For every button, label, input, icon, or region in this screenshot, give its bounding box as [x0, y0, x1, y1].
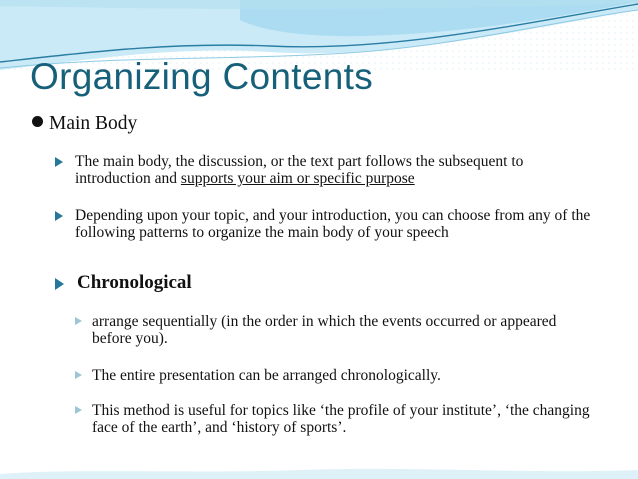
triangle-bullet-icon — [55, 157, 63, 167]
sub-bullet-text: The entire presentation can be arranged chronologically. — [92, 367, 441, 384]
main-body-bullet — [32, 113, 137, 135]
triangle-bullet-icon — [55, 278, 64, 290]
small-triangle-bullet-icon — [75, 406, 82, 414]
main-body-label: Main Body — [49, 113, 138, 134]
section-heading: Chronological — [77, 272, 192, 293]
small-triangle-bullet-icon — [75, 371, 82, 379]
page-title: Organizing Contents — [30, 56, 373, 97]
triangle-bullet-icon — [55, 211, 63, 221]
bullet-text — [75, 153, 600, 187]
sub-bullet-text: arrange sequentially (in the order in which the events occurred or appeared before you). — [92, 313, 557, 347]
sub-bullet-text: This method is useful for topics like ‘the profile of your institute’, ‘the changing face of the earth’, and ‘history of sports’. — [92, 402, 590, 436]
underlined-phrase: supports your aim or specific purpose — [180, 170, 415, 187]
bullet-text-part: The main body, the discussion, or the text part follows the subsequent to introduction and — [75, 153, 524, 187]
bullet-dot-icon — [32, 116, 43, 127]
small-triangle-bullet-icon — [75, 317, 82, 325]
bullet-text: Depending upon your topic, and your introduction, you can choose from any of the following patterns to organize the main body of your speech — [75, 207, 591, 241]
